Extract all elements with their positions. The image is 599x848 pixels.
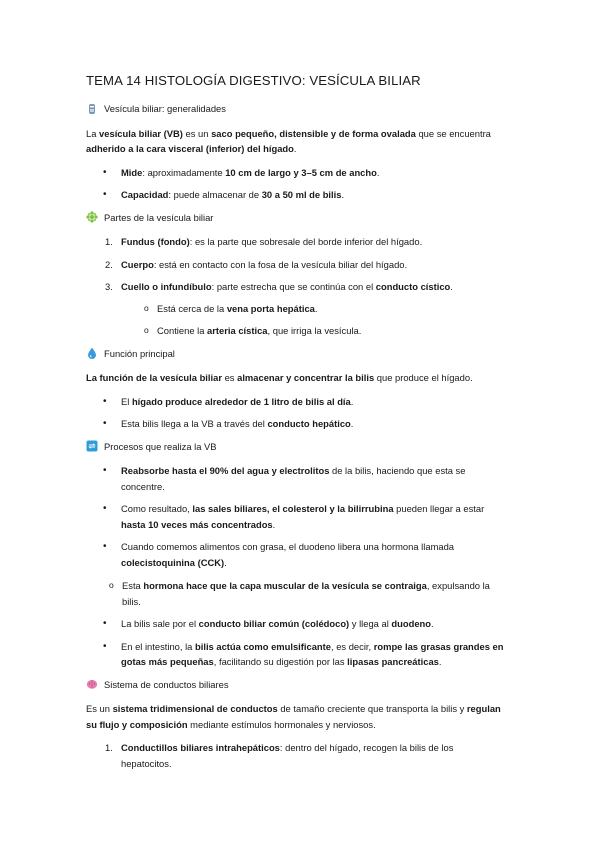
section-intro <box>86 701 506 732</box>
list-item: 3. Cuello o infundíbulo: parte estrecha que se continúa con el conducto cístico. <box>105 281 453 292</box>
text-run: : está en contacto con la fosa de la vesícula biliar del hígado. <box>153 258 408 270</box>
sub-list-item <box>86 301 506 317</box>
list-item <box>86 394 506 410</box>
list-item <box>86 539 506 609</box>
text-run: . <box>350 395 354 407</box>
bold-text-run: almacenar y concentrar la bilis <box>237 372 375 383</box>
document-page <box>86 72 506 778</box>
text-run: y llega al <box>349 618 392 629</box>
list-item <box>86 187 506 203</box>
bold-text-run: 30 a 50 ml de bilis <box>261 189 342 200</box>
sub-list-item <box>86 323 506 339</box>
text-run: . <box>314 302 318 314</box>
list-item <box>86 463 506 494</box>
section-intro <box>86 126 506 157</box>
bold-text-run: hígado produce alrededor de 1 litro de bilis al día <box>131 395 351 407</box>
numbered-list <box>86 740 506 771</box>
text-run: : puede almacenar de <box>168 189 262 200</box>
text-run: Está cerca de la <box>157 302 227 314</box>
text-run: . <box>438 656 442 667</box>
list-item <box>86 165 506 181</box>
green-sparkle-icon <box>86 211 98 223</box>
bold-text-run: colecistoquinina (CCK) <box>121 556 225 568</box>
bold-text-run: lipasas pancreáticas <box>347 656 439 667</box>
bold-text-run: conducto biliar común (colédoco) <box>198 618 350 629</box>
bold-text-run: rompe las grasas grandes en gotas más pequeñas <box>121 640 504 667</box>
bold-text-run: Cuerpo <box>121 258 154 270</box>
text-run: Como resultado, <box>121 503 193 514</box>
text-run: , que irriga la vesícula. <box>267 325 362 336</box>
brain-icon <box>86 678 98 690</box>
text-run: . <box>430 618 434 629</box>
list-item <box>86 416 506 432</box>
sub-list <box>121 578 506 609</box>
text-run: . <box>272 518 276 530</box>
section-heading-generalidades: Vesícula biliar: generalidades <box>86 101 506 117</box>
list-item <box>86 616 506 632</box>
text-run: de la bilis, haciendo que esta se concentre. <box>121 465 466 492</box>
text-run: Esta bilis llega a la VB a través del <box>121 418 268 429</box>
section-intro <box>86 370 506 386</box>
bold-text-run: Conductillos biliares intrahepáticos <box>121 742 280 753</box>
bold-text-run: Cuello o infundíbulo <box>121 281 212 292</box>
repeat-icon <box>86 440 98 452</box>
bullet-list <box>86 463 506 670</box>
text-run: Esta <box>122 580 144 591</box>
text-run: El <box>121 395 132 407</box>
list-item <box>86 501 506 532</box>
list-item <box>86 639 506 670</box>
bold-text-run: vesícula biliar (VB) <box>99 127 183 139</box>
section-heading-partes: Partes de la vesícula biliar <box>86 210 506 226</box>
text-run: es <box>221 372 238 383</box>
droplet-icon <box>86 347 98 359</box>
text-run: En el intestino, la <box>121 640 196 652</box>
list-item: 2. Cuerpo: está en contacto con la fosa de la vesícula biliar del hígado. <box>105 258 408 270</box>
text-run: : es la parte que sobresale del borde inferior del hígado. <box>189 236 423 247</box>
bold-text-run: vena porta hepática <box>226 302 315 314</box>
sub-list-item <box>86 578 506 609</box>
section-heading-funcion: Función principal <box>86 346 506 362</box>
bold-text-run: Fundus (fondo) <box>121 236 190 247</box>
text-run: . <box>450 281 453 292</box>
bold-text-run: hormona hace que la capa muscular de la vesícula se contraiga <box>143 580 427 591</box>
bold-text-run: Mide <box>121 166 143 178</box>
text-run: pueden llegar a estar <box>393 503 485 514</box>
bold-text-run: regulan su flujo y composición <box>86 703 501 730</box>
text-run: : parte estrecha que se continúa con el <box>211 281 376 292</box>
text-run: . <box>341 189 345 200</box>
text-run: de tamaño creciente que transporta la bilis y <box>277 703 467 714</box>
text-run: , es decir, <box>331 640 374 652</box>
bold-text-run: arteria cística <box>207 325 268 336</box>
bold-text-run: Reabsorbe hasta el 90% del agua y electrolitos <box>121 465 330 476</box>
bold-text-run: saco pequeño, distensible y de forma ovalada <box>211 127 416 139</box>
text-run: que se encuentra <box>415 127 491 139</box>
bold-text-run: bilis actúa como emulsificante <box>195 640 331 652</box>
bold-text-run: 10 cm de largo y 3–5 cm de ancho <box>225 166 377 178</box>
gallbladder-icon <box>86 103 98 115</box>
bullet-list <box>86 394 506 432</box>
text-run: Es un <box>86 703 113 714</box>
text-run: , expulsando la bilis. <box>122 580 490 607</box>
bold-text-run: conducto cístico <box>375 281 451 292</box>
text-run: . <box>350 418 354 429</box>
page-title: TEMA 14 HISTOLOGÍA DIGESTIVO: VESÍCULA BILIAR <box>86 73 421 88</box>
text-run: : aproximadamente <box>142 166 226 178</box>
numbered-list <box>86 234 506 295</box>
bold-text-run: La función de la vesícula biliar <box>86 372 222 383</box>
text-run: que produce el hígado. <box>374 372 473 383</box>
text-run: Cuando comemos alimentos con grasa, el duodeno libera una hormona llamada <box>121 541 455 552</box>
bold-text-run: las sales biliares, el colesterol y la bilirrubina <box>192 503 394 514</box>
text-run: es un <box>182 127 212 139</box>
text-run: La bilis sale por el <box>121 618 199 629</box>
list-item: 1. Fundus (fondo): es la parte que sobresale del borde inferior del hígado. <box>105 236 423 247</box>
text-run: La <box>86 127 100 139</box>
bold-text-run: sistema tridimensional de conductos <box>112 703 278 714</box>
bold-text-run: adherido a la cara visceral (inferior) del hígado <box>86 143 294 154</box>
section-heading-sistema-conductos: Sistema de conductos biliares <box>86 677 506 693</box>
text-run: . <box>224 556 227 568</box>
bold-text-run: hasta 10 veces más concentrados <box>121 518 273 530</box>
bullet-list <box>86 165 506 203</box>
bold-text-run: Capacidad <box>121 189 169 200</box>
text-run: , facilitando su digestión por las <box>213 656 348 667</box>
text-run: Contiene la <box>157 325 208 336</box>
text-run: . <box>293 143 297 154</box>
section-heading-procesos: Procesos que realiza la VB <box>86 439 506 455</box>
bold-text-run: conducto hepático <box>267 418 351 429</box>
bold-text-run: duodeno <box>391 618 431 629</box>
text-run: . <box>376 166 380 178</box>
text-run: mediante estímulos hormonales y nerviosos. <box>187 718 376 730</box>
sub-list <box>86 301 506 339</box>
text-run: : dentro del hígado, recogen la bilis de los hepatocitos. <box>121 742 454 769</box>
list-item: 1. Conductillos biliares intrahepáticos: dentro del hígado, recogen la bilis de los hepatocitos. <box>105 742 454 769</box>
